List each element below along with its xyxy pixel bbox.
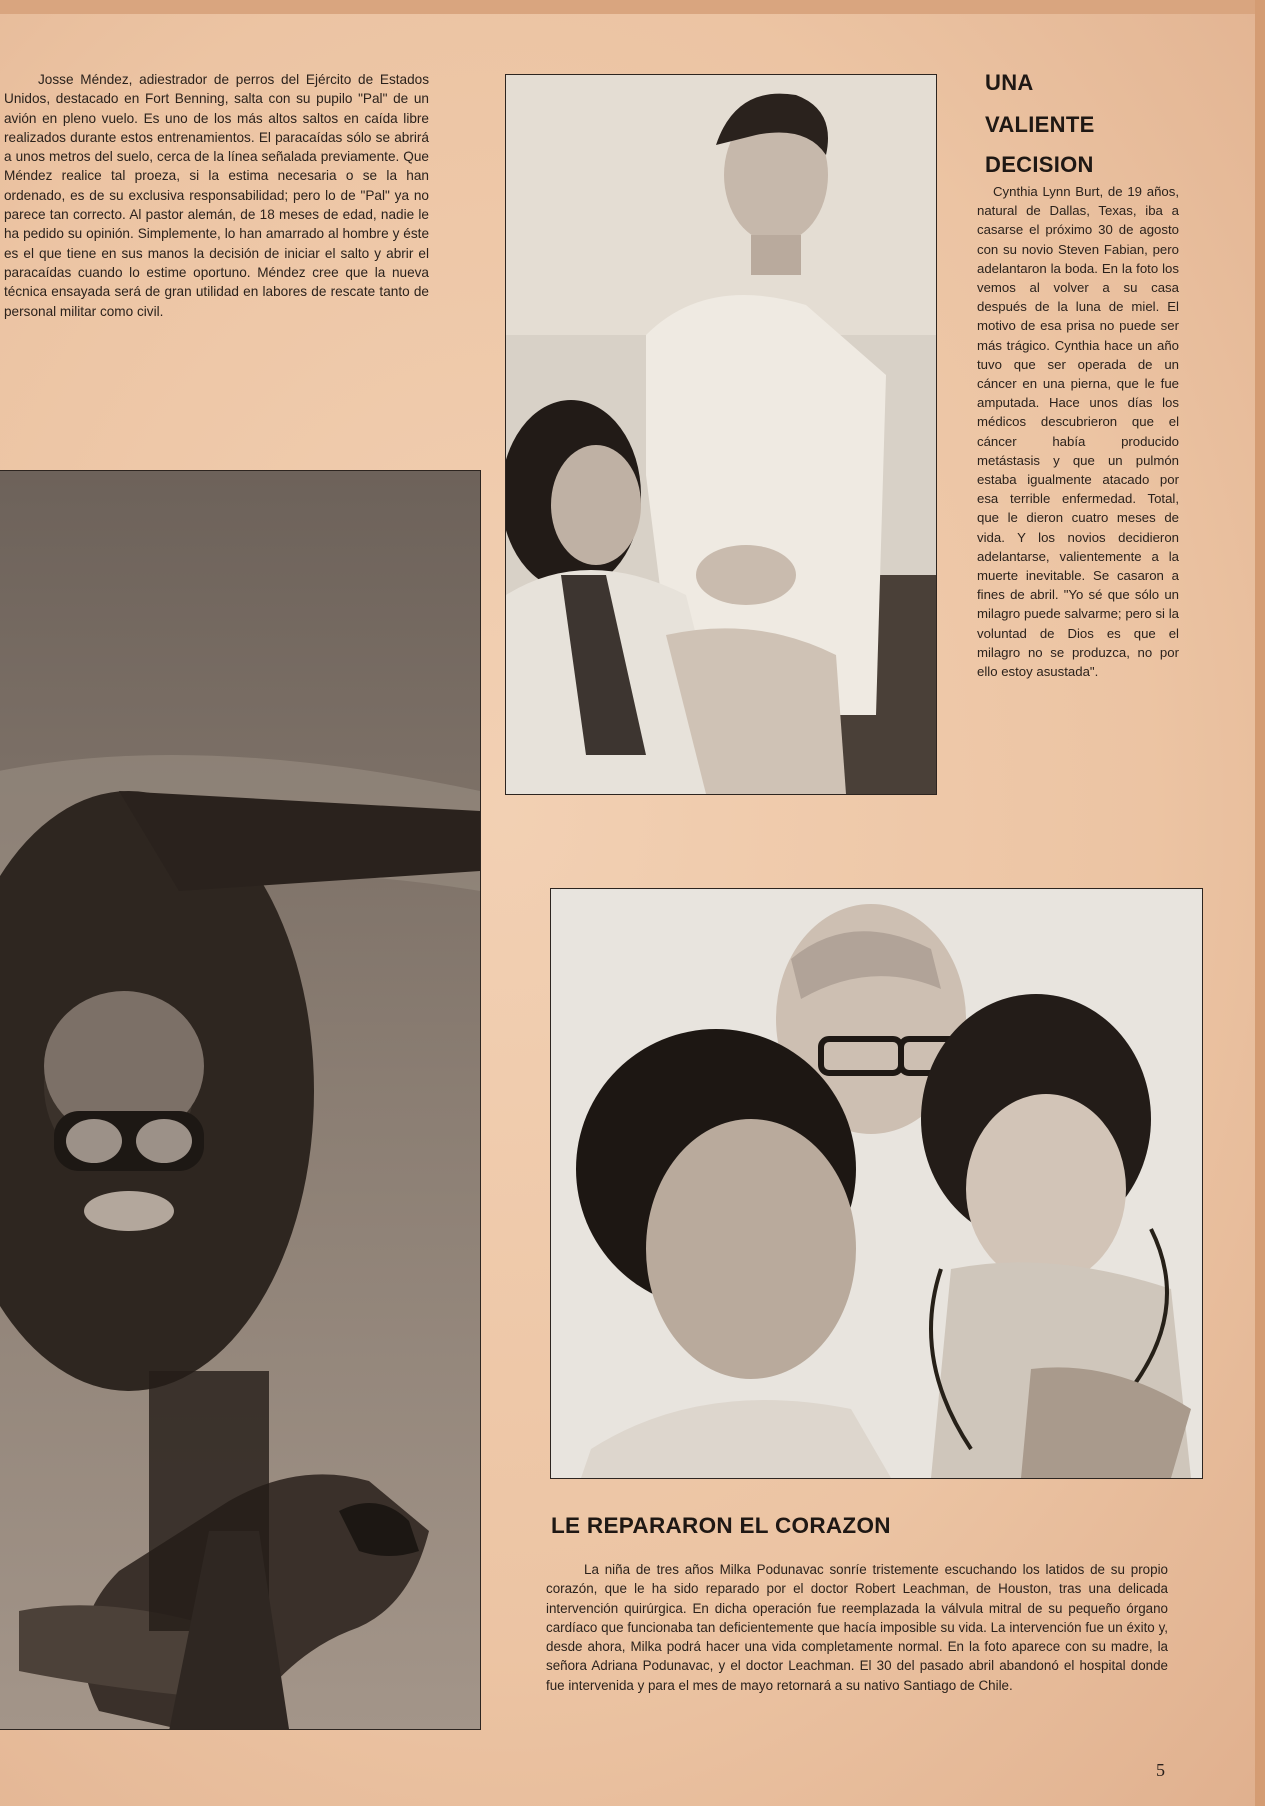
page-top-edge (0, 0, 1265, 14)
decision-title-line3: DECISION (985, 152, 1094, 177)
doctor-family-photo (550, 888, 1203, 1479)
corazon-title: LE REPARARON EL CORAZON (551, 1513, 891, 1538)
skydiver-dog-photo (0, 470, 481, 1730)
wedding-couple-photo (505, 74, 937, 795)
corazon-article-text: La niña de tres años Milka Podunavac sonríe tristemente escuchando los latidos de su propio corazón, que le ha sido reparado por el doctor Robert Leachman, de Houston, tras una delicada intervención quirúrgica. En dicha operación fue reemplazada la válvula mitral de su pequeño órgano cardíaco que funcionaba tan deficientemente que hacía imposible su vida. La intervención fue un éxito y, desde ahora, Milka podrá hacer una vida completamente normal. En la foto aparece con su madre, la señora Adriana Podunavac, y el doctor Leachman. El 30 del pasado abril abandonó el hospital donde fue intervenida y para el mes de mayo retornará a su nativo Santiago de Chile. (546, 1562, 1168, 1693)
decision-title-line1: UNA (985, 70, 1034, 95)
page-right-edge (1255, 0, 1265, 1806)
decision-article-text: Cynthia Lynn Burt, de 19 años, natural de Dallas, Texas, iba a casarse el próximo 30 de agosto con su novio Steven Fabian, pero adelantaron la boda. En la foto los vemos al volver a su casa después de la luna de miel. El motivo de esa prisa no puede ser más trágico. Cynthia hace un año tuvo que ser operada de un cáncer en una pierna, que le fue amputada. Hace unos días los médicos descubrieron que el cáncer había producido metástasis y que un pulmón estaba igualmente atacado por esa terrible enfermedad. Total, que le dieron cuatro meses de vida. Y los novios decidieron adelantarse, valientemente a la muerte inevitable. Se casaron a fines de abril. "Yo sé que sólo un milagro puede salvarme; pero si la voluntad de Dios es que el milagro no se produzca, no por ello estoy asustada". (977, 184, 1179, 680)
decision-title-line2: VALIENTE (985, 112, 1095, 137)
paracaidas-article-text: Josse Méndez, adiestrador de perros del Ejército de Estados Unidos, destacado en Fort Benning, salta con su pupilo "Pal" de un avión en pleno vuelo. Es uno de los más altos saltos en caída libre realizados durante estos entrenamientos. El paracaídas sólo se abrirá a unos metros del suelo, cerca de la línea señalada previamente. Que Méndez realice tal proeza, si la estima necesaria o se la han ordenado, es de su exclusiva responsabilidad; pero lo de "Pal" ya no parece tan correcto. Al pastor alemán, de 18 meses de edad, nadie le ha pedido su opinión. Simplemente, lo han amarrado al hombre y éste es el que tiene en sus manos la decisión de iniciar el salto y abrir el paracaídas cuando lo estime oportuno. Méndez cree que la nueva técnica ensayada será de gran utilidad en labores de rescate tanto de personal militar como civil. (4, 72, 429, 319)
page-number: 5 (1156, 1760, 1165, 1780)
